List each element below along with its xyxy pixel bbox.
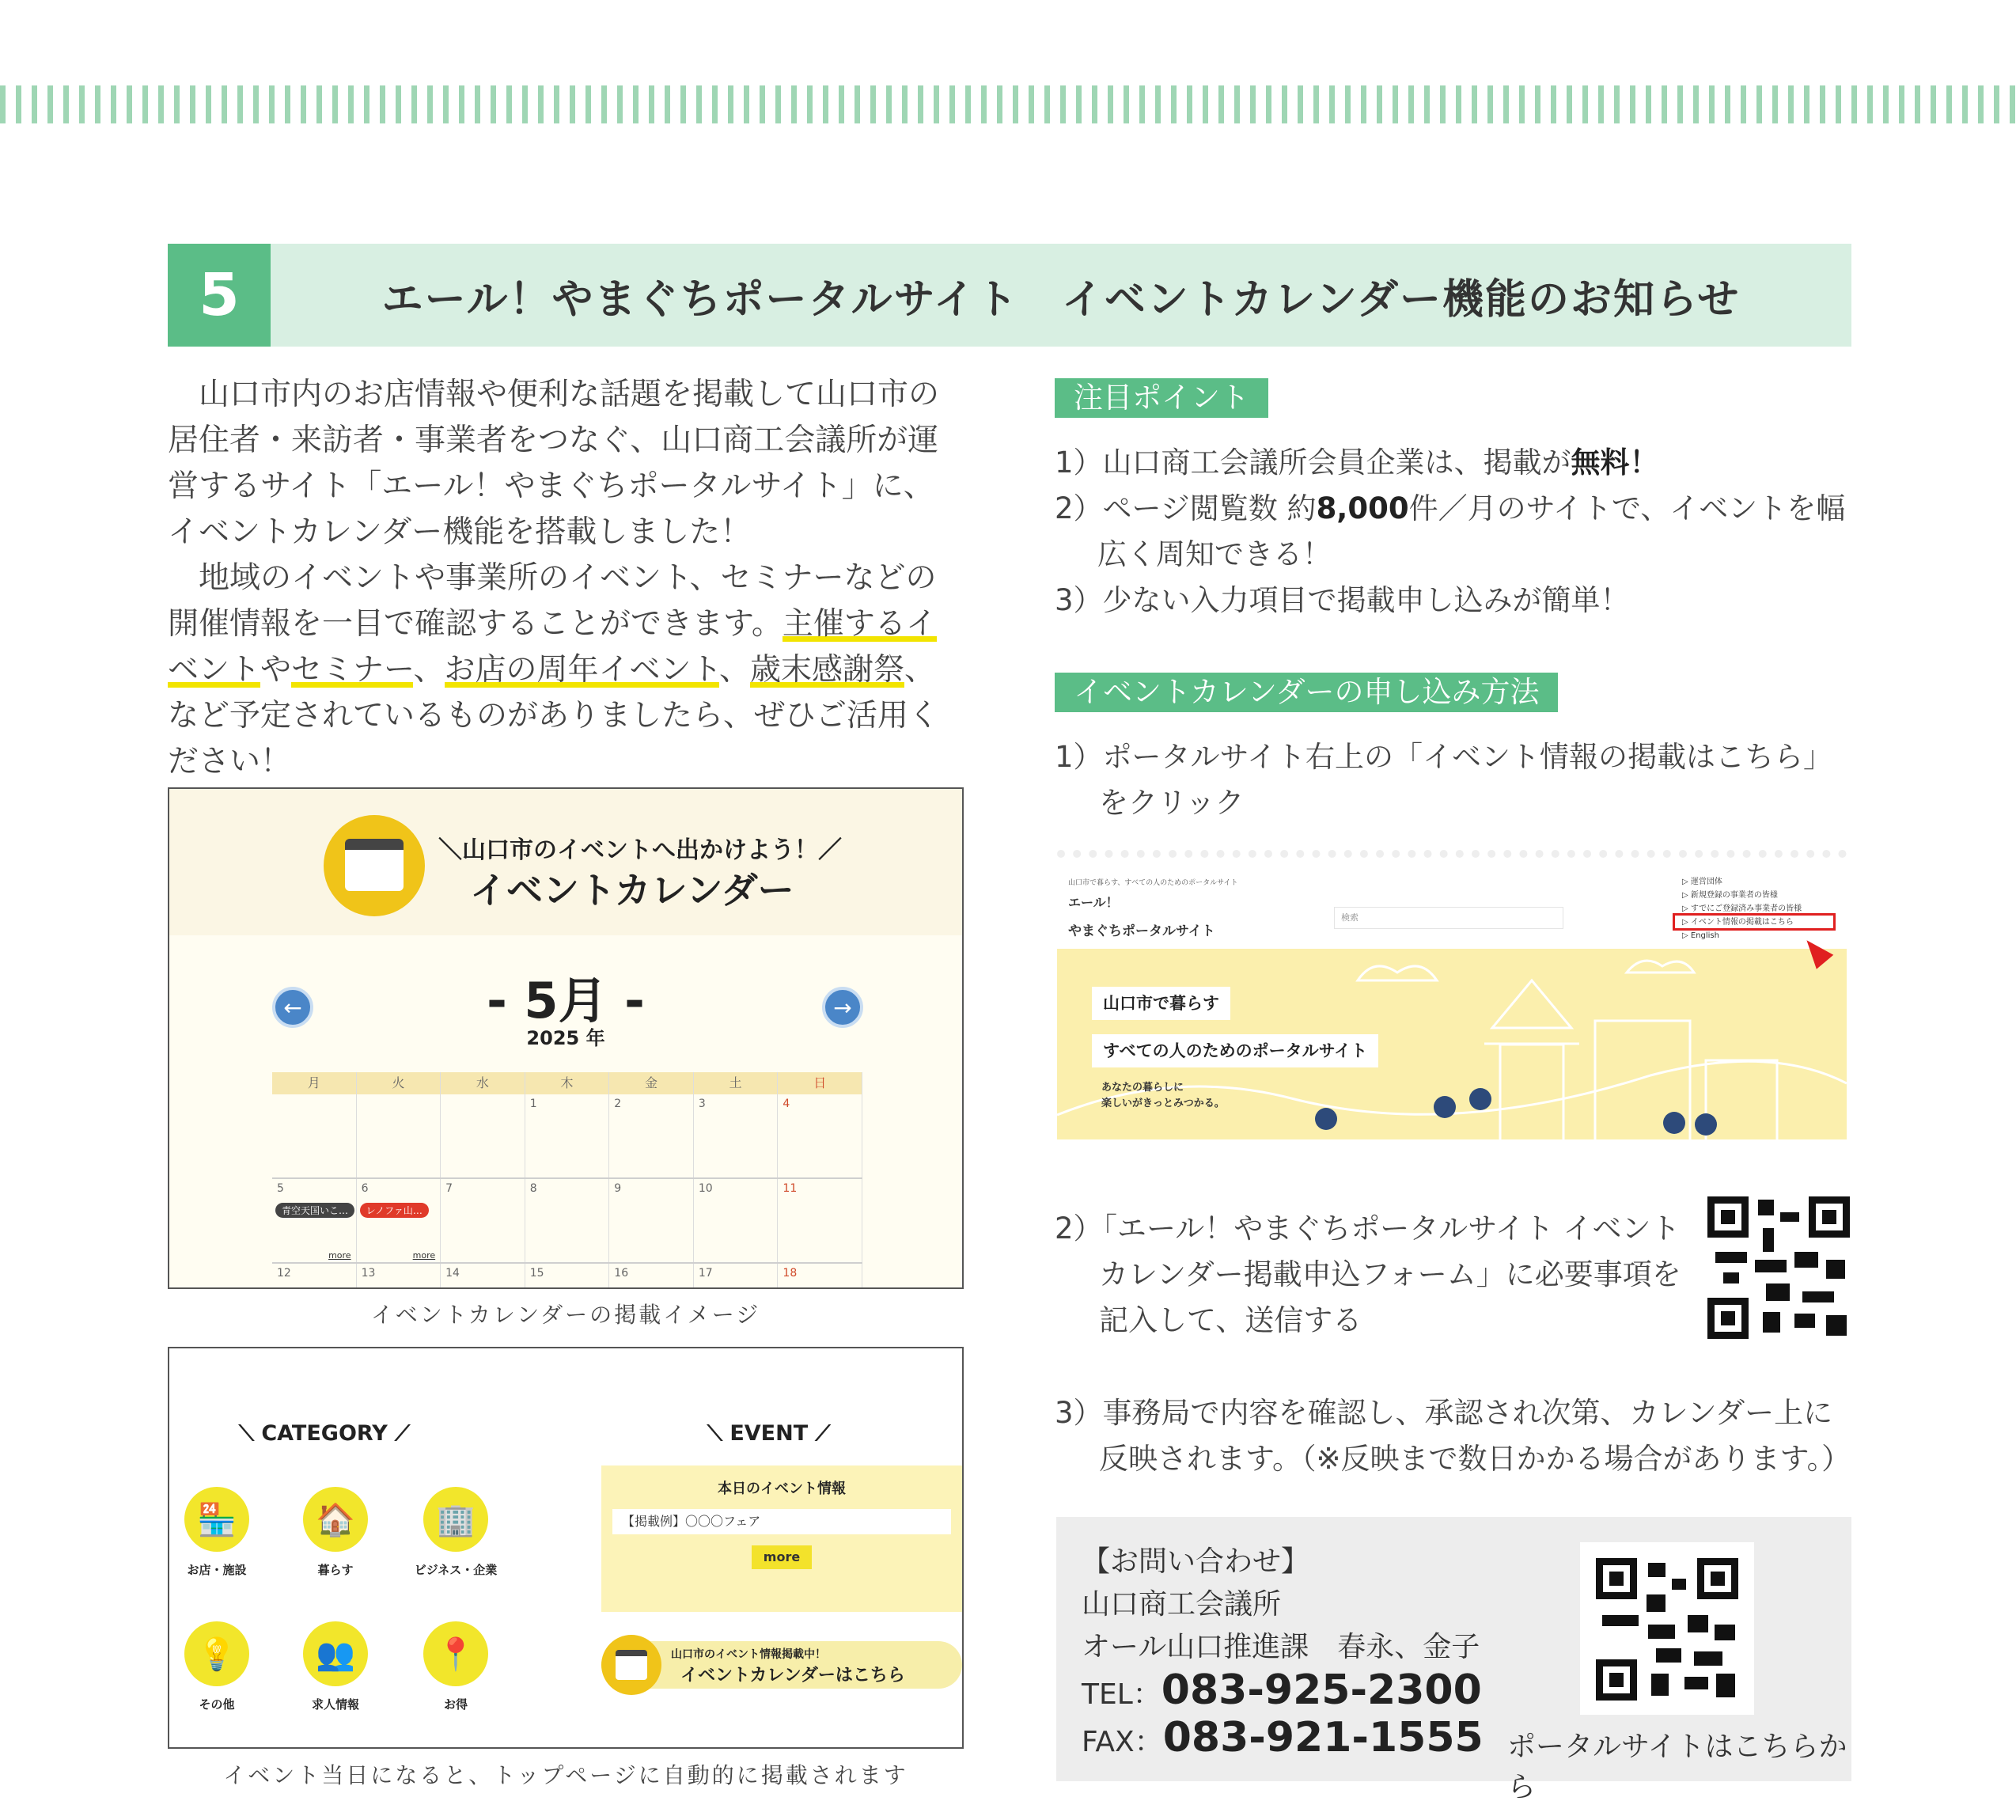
points-label: 注目ポイント <box>1055 378 1268 418</box>
points-list <box>1055 440 1854 624</box>
today-events-title: 本日のイベント情報 <box>718 1481 846 1497</box>
highlight-text: 歳末感謝祭 <box>750 652 905 688</box>
day-cell: 12 <box>272 1264 357 1287</box>
contact-fax <box>1082 1716 1484 1764</box>
point-text: 1）山口商工会議所会員企業は、掲載が <box>1055 446 1571 480</box>
more-button[interactable]: more <box>752 1545 812 1569</box>
portal-logo[interactable]: エール！ <box>1068 895 1119 910</box>
section-number: 5 <box>168 244 271 347</box>
contact-heading: 【お問い合わせ】 <box>1082 1545 1310 1578</box>
hero-small-line: 楽しいがきっとみつかる。 <box>1101 1098 1225 1109</box>
menu-item-label: イベント情報の掲載はこちら <box>1690 918 1794 927</box>
year-label: 2025 年 <box>526 1027 605 1049</box>
point-text: 件／月のサイトで、イベントを幅広く周知できる！ <box>1097 491 1846 571</box>
day-cell <box>357 1179 441 1262</box>
menu-item[interactable]: ▷ すでにご登録済み事業者の皆様 <box>1682 904 1802 913</box>
shop-icon: 🏪 <box>184 1487 249 1552</box>
portal-tagline: 山口市で暮らす、すべての人のためのポータルサイト <box>1068 879 1238 887</box>
discount-pin-icon: 📍 <box>423 1621 488 1686</box>
day-cell: 1 <box>525 1094 610 1177</box>
contact-org: 山口商工会議所 <box>1082 1588 1282 1621</box>
today-events-panel <box>601 1465 962 1612</box>
day-number: 5 <box>277 1182 284 1195</box>
more-link[interactable]: more <box>328 1250 351 1261</box>
calendar-subtitle: ＼山口市のイベントへ出かけよう！／ <box>438 836 842 864</box>
portal-screenshot <box>1057 850 1847 1139</box>
intro-text-part: 、など予定されているものがありましたら、ぜひご活用ください！ <box>168 652 940 779</box>
section-title: エール！やまぐちポータルサイト イベントカレンダー機能のお知らせ <box>381 275 1741 324</box>
day-cell: 13 <box>357 1264 441 1287</box>
menu-item-label: English <box>1690 931 1719 940</box>
prev-month-button[interactable]: ← <box>272 987 313 1028</box>
category-label: お店・施設 <box>187 1563 247 1577</box>
menu-item[interactable]: ▷ 運営団体 <box>1682 878 1722 886</box>
point-emphasis: 8,000 <box>1316 491 1409 525</box>
hero-small-line: あなたの暮らしに <box>1101 1082 1184 1094</box>
weekday: 水 <box>441 1072 525 1094</box>
house-icon: 🏠 <box>303 1487 368 1552</box>
weekday: 木 <box>525 1072 610 1094</box>
event-heading: ⟍ EVENT ⟋ <box>707 1421 831 1446</box>
howto-label: イベントカレンダーの申し込み方法 <box>1055 673 1558 712</box>
point-text: 2）ページ閲覧数 約 <box>1055 491 1317 525</box>
top-page-screenshot <box>168 1347 964 1749</box>
point-item <box>1055 440 1854 486</box>
day-cell: 2 <box>609 1094 694 1177</box>
point-item: 3）少ない入力項目で掲載申し込みが簡単！ <box>1055 583 1630 617</box>
portal-hero <box>1057 949 1847 1139</box>
building-icon: 🏢 <box>423 1487 488 1552</box>
section-header <box>168 244 1851 347</box>
day-cell: 3 <box>694 1094 779 1177</box>
banner-small-text: 山口市のイベント情報掲載中！ <box>671 1648 826 1661</box>
more-link[interactable]: more <box>412 1250 436 1261</box>
contact-dept: オール山口推進課 春永、金子 <box>1082 1631 1480 1663</box>
point-item <box>1055 486 1854 578</box>
intro-paragraph-2 <box>168 555 964 785</box>
contact-tel <box>1082 1666 1484 1716</box>
category-heading: ⟍ CATEGORY ⟋ <box>239 1421 411 1446</box>
intro-text-part: 、 <box>719 652 751 688</box>
day-cell <box>272 1094 357 1177</box>
intro-text <box>168 372 964 785</box>
category-label: ビジネス・企業 <box>414 1563 498 1577</box>
weekday-row <box>272 1072 862 1094</box>
day-cell: 16 <box>609 1264 694 1287</box>
weekday: 土 <box>694 1072 779 1094</box>
weekday: 月 <box>272 1072 357 1094</box>
category-shop[interactable] <box>169 1487 264 1578</box>
event-pill[interactable]: 青空天国いこ… <box>275 1203 354 1218</box>
decorative-stripe <box>0 85 2016 123</box>
category-label: 求人情報 <box>311 1697 359 1712</box>
search-input[interactable]: 検索 <box>1334 907 1563 929</box>
day-cell: 17 <box>694 1264 779 1287</box>
highlight-text: お店の周年イベント <box>444 652 719 688</box>
calendar-week <box>272 1094 862 1179</box>
contact-box <box>1056 1517 1851 1803</box>
day-number: 6 <box>361 1182 369 1195</box>
step-2: 2）「エール！やまぐちポータルサイト イベントカレンダー掲載申込フォーム」に必要事項を記入して、送信する <box>1055 1211 1681 1337</box>
form-qr-code[interactable] <box>1707 1196 1850 1339</box>
category-label: 暮らす <box>317 1563 354 1577</box>
highlight-text: セミナー <box>291 652 414 688</box>
highlight-text: 主催するイベント <box>168 606 937 688</box>
day-cell: 18 <box>778 1264 862 1287</box>
category-other[interactable] <box>169 1621 264 1712</box>
weekday: 日 <box>778 1072 862 1094</box>
calendar-screenshot <box>168 787 964 1289</box>
menu-item-event-submit[interactable]: ▷ イベント情報の掲載はこちら <box>1682 918 1794 927</box>
tel-number: 083-925-2300 <box>1161 1666 1482 1714</box>
highlight-box <box>1673 913 1836 931</box>
intro-text-part: 地域のイベントや事業所のイベント、セミナーなどの開催情報を一目で確認することができます。 <box>168 560 937 642</box>
hero-tag-1: 山口市で暮らす <box>1092 987 1230 1020</box>
step-3: 3）事務局で内容を確認し、承認され次第、カレンダー上に反映されます。（※反映まで数日かかる場合があります。） <box>1055 1396 1851 1476</box>
intro-text-part: や <box>260 652 292 688</box>
event-heading-text: EVENT <box>729 1421 809 1446</box>
calendar-icon <box>601 1635 661 1695</box>
portal-site-name: やまぐちポータルサイト <box>1068 923 1215 939</box>
calendar-title: イベントカレンダー <box>470 869 794 912</box>
day-cell: 4 <box>778 1094 862 1177</box>
hero-tag-2: すべての人のためのポータルサイト <box>1092 1034 1378 1067</box>
day-cell <box>357 1094 441 1177</box>
people-icon: 👥 <box>303 1621 368 1686</box>
day-cell: 10 <box>694 1179 779 1262</box>
portal-qr-code[interactable] <box>1580 1542 1754 1715</box>
fax-label: FAX： <box>1082 1726 1163 1758</box>
category-deals[interactable] <box>408 1621 503 1712</box>
category-heading-text: CATEGORY <box>261 1421 388 1446</box>
contact-details <box>1082 1541 1484 1764</box>
hero-small-text <box>1101 1080 1225 1112</box>
menu-item[interactable]: ▷ English <box>1682 931 1719 940</box>
fax-number: 083-921-1555 <box>1162 1714 1484 1761</box>
menu-item[interactable]: ▷ 新規登録の事業者の皆様 <box>1682 891 1778 900</box>
category-living[interactable] <box>288 1487 383 1578</box>
top-page-caption: イベント当日になると、トップページに自動的に掲載されます <box>223 1762 908 1788</box>
portal-header <box>1057 850 1847 949</box>
day-cell <box>441 1094 525 1177</box>
qr-caption: ポータルサイトはこちらから <box>1507 1731 1847 1803</box>
lightbulb-icon: 💡 <box>184 1621 249 1686</box>
today-event-row[interactable]: 【掲載例】〇〇〇フェア <box>612 1509 951 1534</box>
intro-text-part: 、 <box>413 652 445 688</box>
menu-item-label: すでにご登録済み事業者の皆様 <box>1690 904 1802 913</box>
weekday: 火 <box>357 1072 441 1094</box>
step-1: 1）ポータルサイト右上の「イベント情報の掲載はこちら」をクリック <box>1055 740 1832 820</box>
calendar-icon <box>324 815 425 916</box>
portal-menu <box>1682 875 1802 942</box>
calendar-week <box>272 1264 862 1287</box>
day-cell: 7 <box>441 1179 525 1262</box>
category-jobs[interactable] <box>288 1621 383 1712</box>
day-cell: 9 <box>609 1179 694 1262</box>
day-cell: 15 <box>525 1264 610 1287</box>
intro-paragraph-1: 山口市内のお店情報や便利な話題を掲載して山口市の居住者・来訪者・事業者をつなぐ、山口商工会議所が運営するサイト「エール！やまぐちポータルサイト」に、イベントカレンダー機能を搭載しました！ <box>168 377 940 550</box>
menu-item-label: 運営団体 <box>1690 878 1722 886</box>
banner-big-text: イベントカレンダーはこちら <box>680 1666 905 1685</box>
day-cell: 8 <box>525 1179 610 1262</box>
weekday: 金 <box>609 1072 694 1094</box>
tel-label: TEL： <box>1082 1678 1161 1711</box>
menu-item-label: 新規登録の事業者の皆様 <box>1690 891 1778 900</box>
calendar-grid <box>272 1072 862 1287</box>
day-cell: 11 <box>778 1179 862 1262</box>
event-pill[interactable]: レノファ山… <box>360 1203 429 1218</box>
day-cell <box>272 1179 357 1262</box>
point-emphasis: 無料！ <box>1571 446 1659 480</box>
category-business[interactable] <box>408 1487 503 1578</box>
event-calendar-banner[interactable] <box>601 1641 962 1689</box>
month-label: - 5月 - <box>487 972 645 1029</box>
category-label: その他 <box>199 1697 235 1712</box>
next-month-button[interactable]: → <box>822 987 863 1028</box>
calendar-week <box>272 1179 862 1264</box>
category-label: お得 <box>443 1697 468 1712</box>
day-cell: 14 <box>441 1264 525 1287</box>
calendar-caption: イベントカレンダーの掲載イメージ <box>370 1302 761 1328</box>
